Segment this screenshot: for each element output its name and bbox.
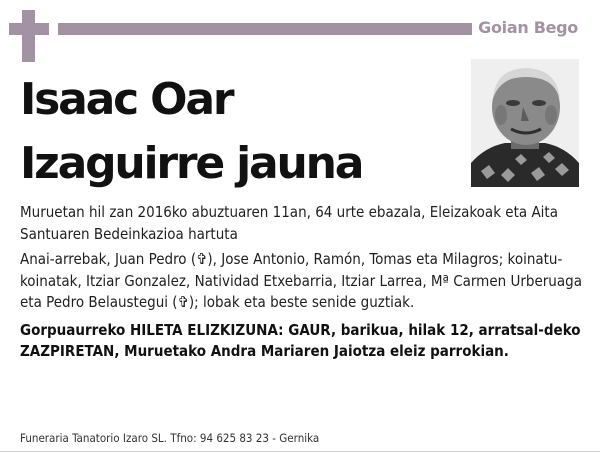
funeral-home-info: Funeraria Tanatorio Izaro SL. Tfno: 94 625 83 23 - Gernika <box>20 431 320 445</box>
header-bar <box>58 23 472 35</box>
family-list: Anai-arrebak, Juan Pedro (✞), Jose Antonio, Ramón, Tomas eta Milagros; koinatu-koinatak, Itziar Gonzalez, Natividad Etxebarria, Itziar Larrea, Mª Carmen Urberuaga eta Pedro Belaustegui (✞); lobak eta beste senide guztiak. <box>20 250 582 311</box>
bottom-divider <box>0 451 600 452</box>
name-line-1: Isaac Oar <box>20 74 233 125</box>
death-details: Muruetan hil zan 2016ko abuztuaren 11an, 64 urte ebazala, Eleizakoak eta Aita Santuaren Bedeinkazioa hartuta <box>20 203 558 243</box>
deceased-name <box>20 68 362 196</box>
cross-icon <box>9 10 49 62</box>
portrait-photo <box>471 59 579 187</box>
name-line-2: Izaguirre jauna <box>20 138 363 189</box>
header-place: Goian Bego <box>478 18 578 37</box>
funeral-details: Gorpuaurreko HILETA ELIZKIZUNA: GAUR, barikua, hilak 12, arratsal-deko ZAZPIRETAN, Muruetako Andra Mariaren Jaiotza eleiz parrokian. <box>20 320 581 360</box>
notice-body <box>20 202 585 367</box>
